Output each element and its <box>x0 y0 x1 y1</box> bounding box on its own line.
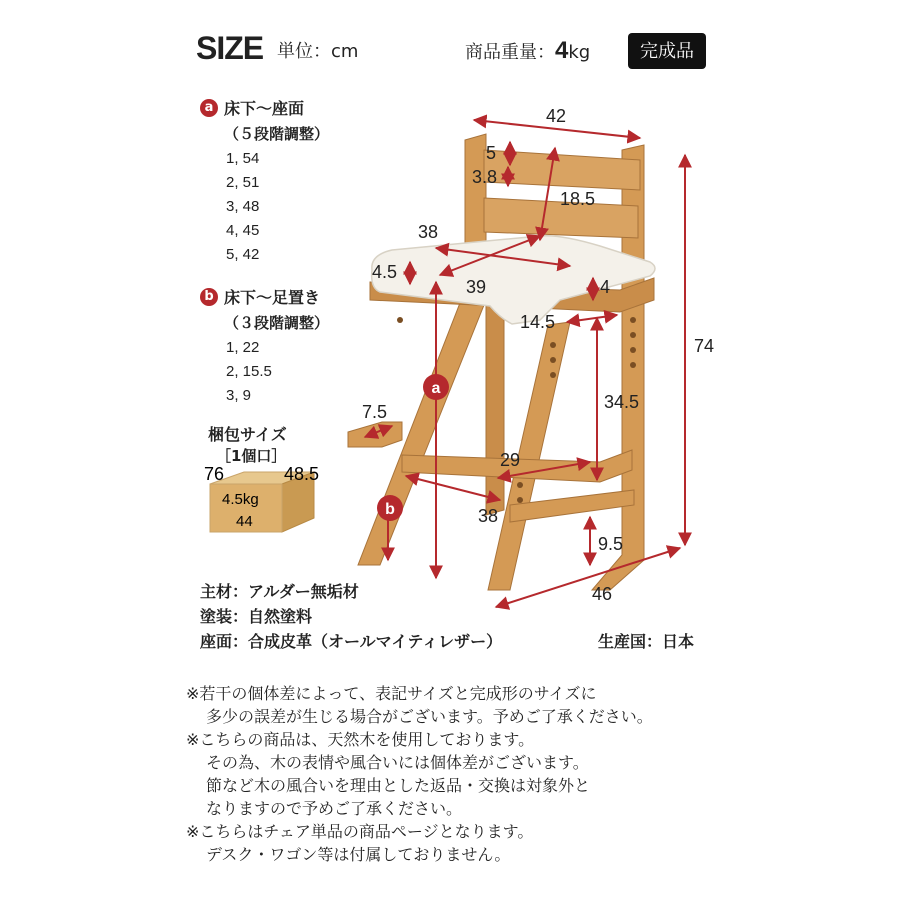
material-seat: 座面：合成皮革（オールマイティレザー） <box>200 632 503 651</box>
spec-b-subtitle: （３段階調整） <box>224 314 330 332</box>
chair-frame <box>348 134 654 590</box>
package-depth-label: 76 <box>204 466 225 484</box>
dim-total-height: 74 <box>694 336 715 356</box>
weight-label: 商品重量： <box>465 42 555 63</box>
weight-unit: kg <box>568 42 591 63</box>
dim-seat-side: 4 <box>600 277 611 297</box>
dim-slat: 3.8 <box>472 167 498 187</box>
list-item: 2, 51 <box>226 174 260 191</box>
note-line: ※若干の個体差によって、表記サイズと完成形のサイズに <box>186 684 597 703</box>
unit-label: 単位：cm <box>277 41 359 62</box>
dim-footrest-depth: 7.5 <box>362 402 388 422</box>
country-of-origin: 生産国：日本 <box>598 632 695 651</box>
list-item: 1, 54 <box>226 150 260 167</box>
package-count: ［1個口］ <box>216 447 287 465</box>
dim-back-height: 18.5 <box>560 189 596 209</box>
completed-product-badge: 完成品 <box>628 33 706 69</box>
spec-a-subtitle: （５段階調整） <box>224 125 330 143</box>
dim-under-seat: 34.5 <box>604 392 640 412</box>
marker-b-icon: b <box>200 288 218 306</box>
material-finish: 塗装：自然塗料 <box>200 607 313 626</box>
note-line: ※こちらの商品は、天然木を使用しております。 <box>186 730 535 749</box>
note-line: 多少の誤差が生じる場合がございます。予めご了承ください。 <box>206 707 653 726</box>
dim-top-width: 42 <box>546 106 567 126</box>
dim-back-gap: 5 <box>486 143 497 163</box>
dim-base-depth: 46 <box>592 584 613 604</box>
dim-base-width: 38 <box>478 506 499 526</box>
note-line: なりますので予めご了承ください。 <box>206 799 463 818</box>
spec-a-title: 床下〜座面 <box>224 99 305 118</box>
list-item: 3, 9 <box>226 387 252 404</box>
dim-seat-width: 38 <box>418 222 439 242</box>
note-line: 節など木の風合いを理由とした返品・交換は対象外と <box>206 776 591 795</box>
package-height-label: 44 <box>236 513 253 530</box>
note-line: ※こちらはチェア単品の商品ページとなります。 <box>186 822 534 841</box>
list-item: 5, 42 <box>226 246 260 263</box>
package-size-title: 梱包サイズ <box>208 425 287 444</box>
page-title: SIZE <box>196 30 264 66</box>
marker-a-text: a <box>431 380 441 397</box>
dim-rear-leg: 14.5 <box>520 312 556 332</box>
dim-seat-thickness: 4.5 <box>372 262 398 282</box>
list-item: 3, 48 <box>226 198 260 215</box>
marker-b-text: b <box>385 501 395 518</box>
dim-seat-depth: 39 <box>466 277 487 297</box>
package-weight-label: 4.5kg <box>222 491 259 508</box>
note-line: デスク・ワゴン等は付属しておりません。 <box>206 845 511 864</box>
weight-value: 4 <box>555 37 569 64</box>
dim-footrest-width: 29 <box>500 450 521 470</box>
list-item: 4, 45 <box>226 222 260 239</box>
dim-bar-height: 9.5 <box>598 534 624 554</box>
notes <box>186 682 746 866</box>
list-item: 2, 15.5 <box>226 363 272 380</box>
material-main: 主材：アルダー無垢材 <box>200 582 359 601</box>
list-item: 1, 22 <box>226 339 260 356</box>
note-line: その為、木の表情や風合いには個体差がございます。 <box>206 753 589 772</box>
marker-a-icon: a <box>200 99 218 117</box>
package-width-label: 48.5 <box>284 466 320 484</box>
spec-b-title: 床下〜足置き <box>224 288 321 307</box>
